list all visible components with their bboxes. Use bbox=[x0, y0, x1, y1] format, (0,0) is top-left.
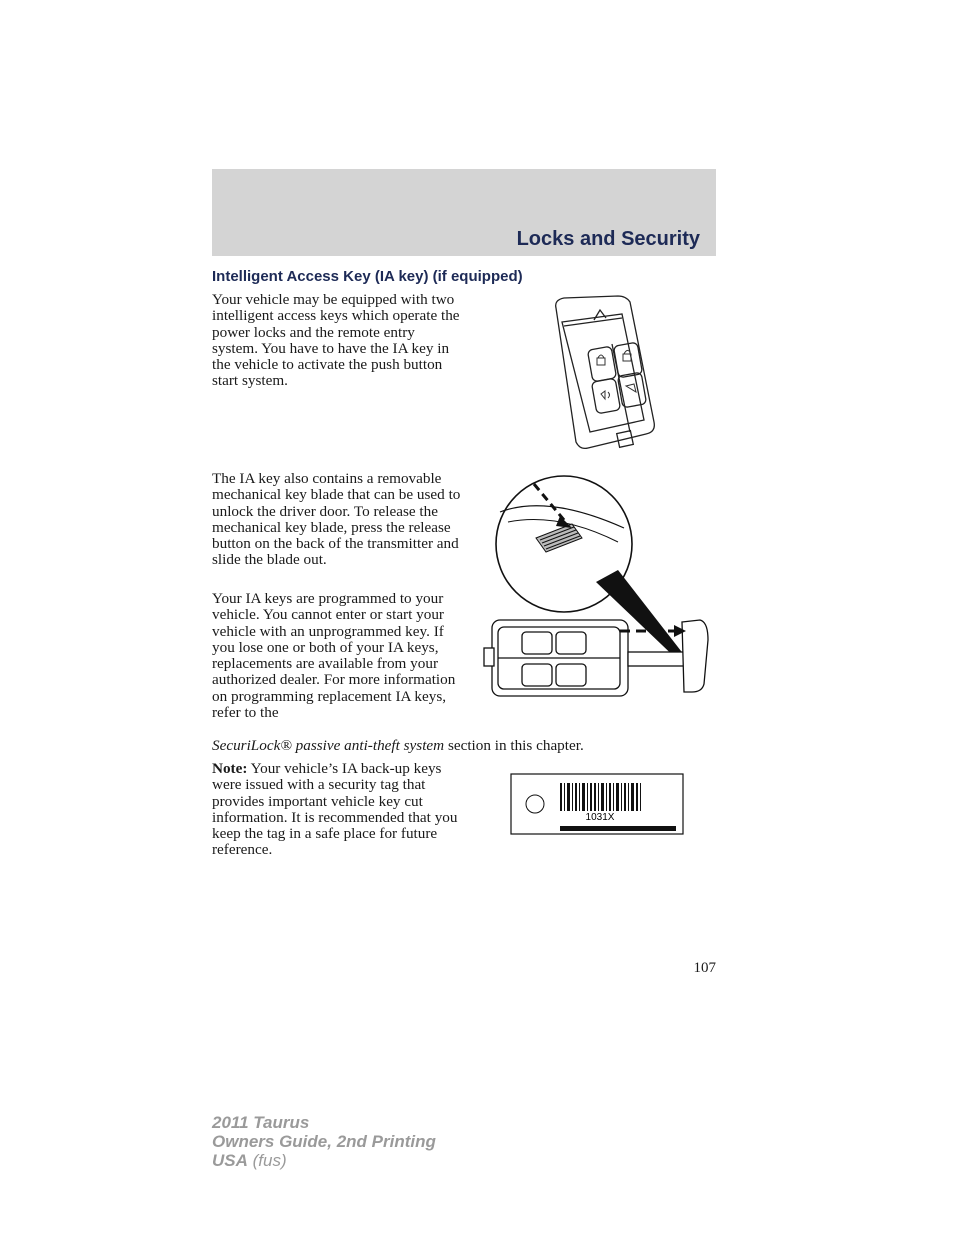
programming-paragraph-end bbox=[212, 738, 672, 754]
footer bbox=[212, 1113, 436, 1170]
page-number: 107 bbox=[693, 960, 716, 976]
key-blade-release-illustration bbox=[478, 472, 712, 702]
intro-paragraph: Your vehicle may be equipped with two intelligent access keys which operate the power locks and the remote entry system. You have to have the IA key in the vehicle to activate the push button start system. bbox=[212, 291, 460, 390]
programming-tail: section in this chapter. bbox=[444, 737, 584, 754]
subsection-heading: Intelligent Access Key (IA key) (if equipped) bbox=[212, 268, 523, 285]
note-label: Note: bbox=[212, 760, 248, 777]
footer-region bbox=[212, 1151, 436, 1170]
ia-key-fob-illustration bbox=[546, 292, 662, 456]
footer-model: 2011 Taurus bbox=[212, 1113, 310, 1132]
footer-edition: Owners Guide, 2nd Printing bbox=[212, 1132, 436, 1151]
footer-region-suffix: (fus) bbox=[247, 1151, 287, 1170]
footer-region-code: USA bbox=[212, 1151, 248, 1170]
note-text: Your vehicle’s IA back-up keys were issued with a security tag that provides important vehicle key cut information. It is recommended that you keep the tag in a safe place for future reference. bbox=[212, 760, 458, 859]
section-header-band bbox=[212, 169, 716, 256]
securilock-reference: SecuriLock® passive anti-theft system bbox=[212, 737, 445, 754]
programming-paragraph bbox=[212, 591, 468, 721]
security-tag-code: 1031X bbox=[585, 812, 615, 823]
key-blade-paragraph: The IA key also contains a removable mechanical key blade that can be used to unlock the driver door. To release the mechanical key blade, press the release button on the back of the transmitter and slide the blade out. bbox=[212, 470, 461, 569]
section-title: Locks and Security bbox=[516, 228, 700, 250]
note-paragraph bbox=[212, 761, 474, 859]
security-tag-illustration bbox=[510, 773, 684, 835]
programming-text: Your IA keys are programmed to your vehicle. You cannot enter or start your vehicle with an unprogrammed key. If you lose one or both of your IA keys, replacements are available from your authorized dealer. For more information on programming replacement IA keys, refer to the bbox=[212, 590, 456, 722]
